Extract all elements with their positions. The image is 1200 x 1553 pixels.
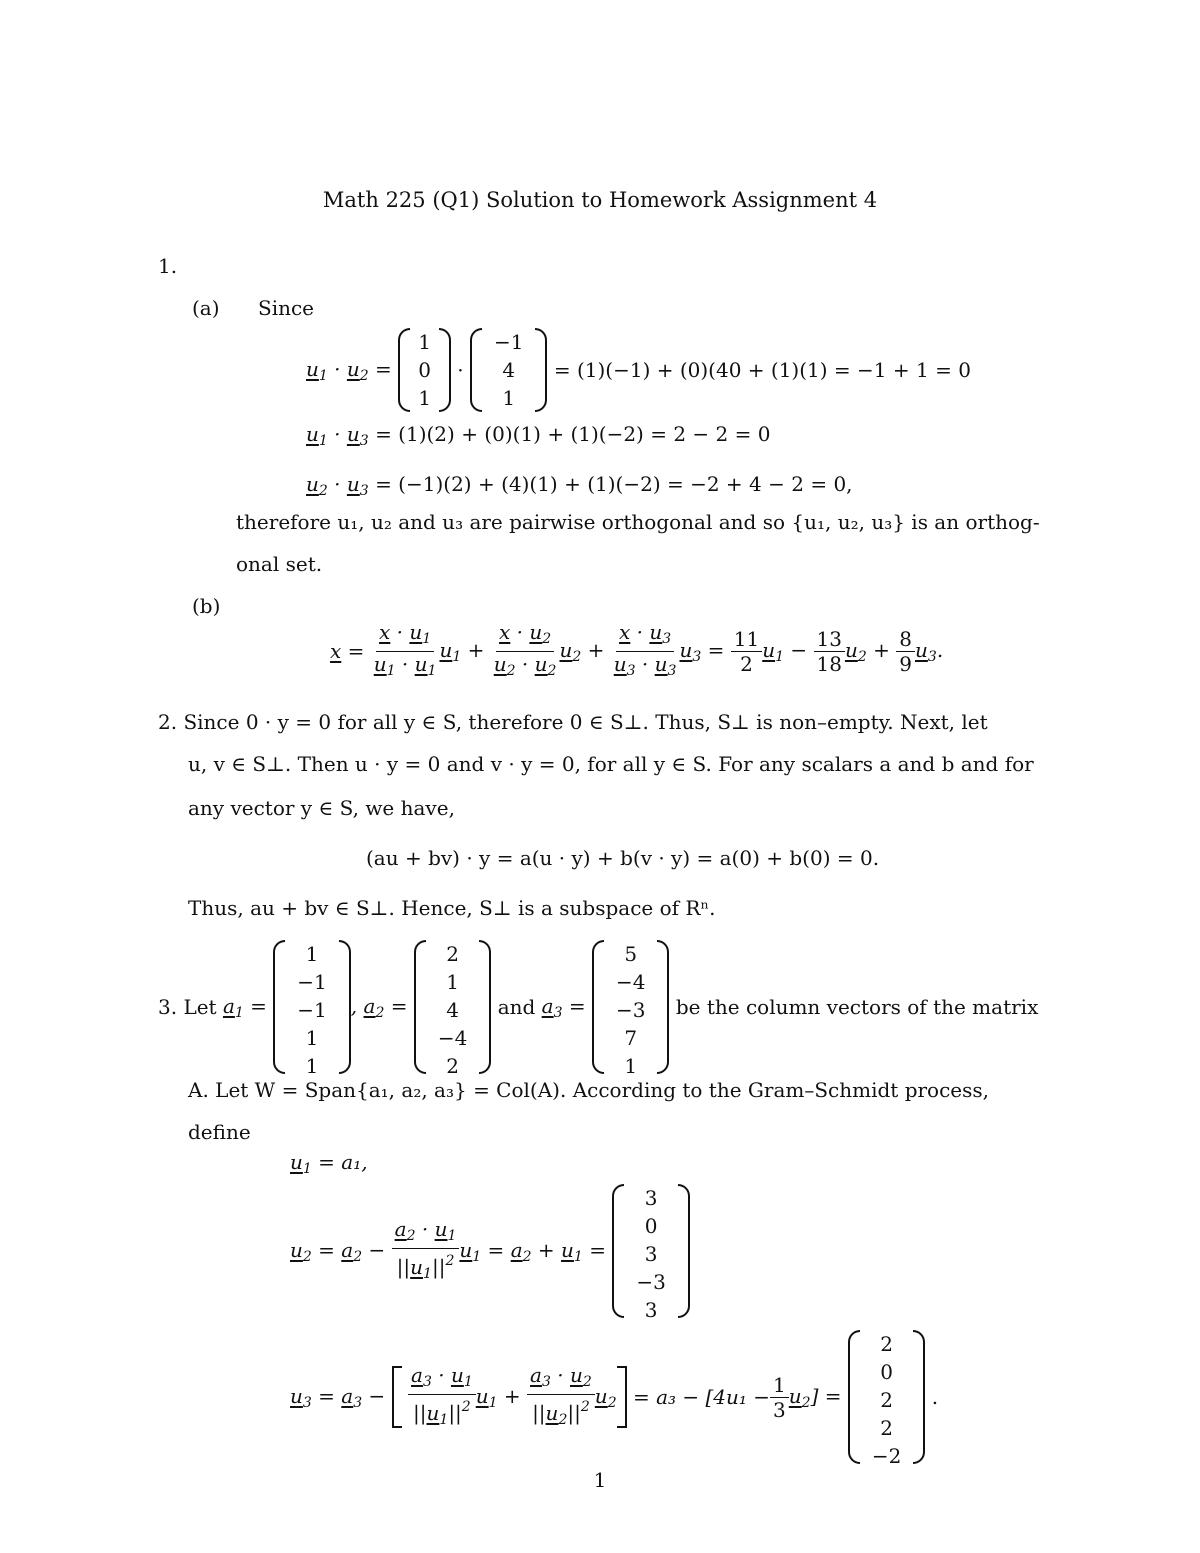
q3-let-line: 3. Let $a_1$ = 1 −1 −1 1 1 , $a_2$ = 2 1 4 −4 2 and $a_3$ = 5 −4 −3 7 1 be the column vectors of the matrix <box>158 942 1039 1078</box>
u3-result-vector: 2 0 2 2 −2 <box>848 1330 925 1464</box>
q1-conclusion-1: therefore u₁, u₂ and u₃ are pairwise orthogonal and so {u₁, u₂, u₃} is an orthog- <box>236 510 1040 534</box>
proj-fraction-1: $\frac{x \cdot u_1}{u_1 \cdot u_1}$ <box>373 619 437 679</box>
u2-vector <box>470 328 547 412</box>
q2-display-equation: (au + bv) · y = a(u · y) + b(v · y) = a(0) + b(0) = 0. <box>366 846 880 870</box>
q2-line4: Thus, au + bv ∈ S⊥. Hence, S⊥ is a subspace of Rⁿ. <box>188 896 716 920</box>
q1b-expansion: x = $\frac{x \cdot u_1}{u_1 \cdot u_1}$ $u_1$ + $\frac{x \cdot u_2}{u_2 \cdot u_2}$ $u_2$ + $\frac{x \cdot u_3}{u_3 \cdot u_3}$ $u_3$ = $\frac{11}{2}$ $u_1$ − $\frac{13}{18}$ $u_2$ + $\frac{8}{9}$ $u_3$. <box>330 620 943 682</box>
q1a-label: (a) <box>192 296 220 320</box>
page-title: Math 225 (Q1) Solution to Homework Assignment 4 <box>322 188 878 212</box>
u1-entry: 1 <box>418 386 431 410</box>
q3-line3: define <box>188 1120 251 1144</box>
q1-conclusion-2: onal set. <box>236 552 323 576</box>
eq2-rhs: = (1)(2) + (0)(1) + (1)(−2) = 2 − 2 = 0 <box>375 422 771 446</box>
q1-eq3: $u_2 \cdot u_3 = (-1)(2) + (4)(1) + (1)(-2) = -2 + 4 - 2 = 0$, <box>306 472 853 499</box>
q1a-since: Since <box>258 296 315 320</box>
q3-u2-definition: $u_2 = a_2$ − $\frac{a_2 \cdot u_1}{||u_1||^2}$ $u_1 = a_2 + u_1$ = 3 0 3 −3 3 <box>290 1182 690 1320</box>
coef-fraction-2: $\frac{13}{18}$ <box>814 627 845 676</box>
q3-u3-definition: $u_3 = a_3$ − $\frac{a_3 \cdot u_1}{||u_1||^2}$ $u_1$ + $\frac{a_3 \cdot u_2}{||u_2||^2}$ $u_2$ = a₃ − [4u₁ − $\frac{1}{3}$ $u_2$] = 2 0 2 2 −2 . <box>290 1332 939 1468</box>
u2-result-vector: 3 0 3 −3 3 <box>612 1184 689 1318</box>
page-number: 1 <box>593 1468 607 1492</box>
q1-eq1: $u_1 \cdot u_2$ = 1 0 1 · −1 4 1 = (1)(−1) + (0)(40 + (1)(1) = −1 + 1 = 0 <box>306 330 971 410</box>
eq3-rhs: = (−1)(2) + (4)(1) + (1)(−2) = −2 + 4 − 2 = 0, <box>375 472 853 496</box>
u1-entry: 1 <box>418 330 431 354</box>
q3-let: 3. Let <box>158 995 217 1019</box>
q2-line2: u, v ∈ S⊥. Then u · y = 0 and v · y = 0, for all y ∈ S. For any scalars a and b and for <box>188 752 1034 776</box>
u2-proj-fraction: $\frac{a_2 \cdot u_1}{||u_1||^2}$ <box>392 1217 460 1286</box>
a3-vector: 5 −4 −3 7 1 <box>592 940 669 1074</box>
u2-entry: 4 <box>502 358 516 382</box>
a1-vector: 1 −1 −1 1 1 <box>273 940 350 1074</box>
a2-vector: 2 1 4 −4 2 <box>414 940 491 1074</box>
q3-line2: A. Let W = Span{a₁, a₂, a₃} = Col(A). According to the Gram–Schmidt process, <box>188 1078 990 1102</box>
proj-fraction-2: $\frac{x \cdot u_2}{u_2 \cdot u_2}$ <box>493 619 557 679</box>
q3-tail: be the column vectors of the matrix <box>675 995 1039 1019</box>
u3-proj-fraction-1: $\frac{a_3 \cdot u_1}{||u_1||^2}$ <box>408 1363 476 1432</box>
q2-line1: 2. Since 0 · y = 0 for all y ∈ S, therefore 0 ∈ S⊥. Thus, S⊥ is non–empty. Next, let <box>158 710 988 734</box>
u1-entry: 0 <box>418 358 431 382</box>
coef-fraction-1: $\frac{11}{2}$ <box>731 627 762 676</box>
u3-proj-fraction-2: $\frac{a_3 \cdot u_2}{||u_2||^2}$ <box>527 1363 595 1432</box>
u3-mid: = a₃ − [4u₁ − <box>632 1385 771 1409</box>
q3-u1-definition: $u_1 = a_1$, <box>290 1150 368 1177</box>
u3-third-fraction: $\frac{1}{3}$ <box>770 1373 789 1422</box>
q1b-label: (b) <box>192 594 221 618</box>
u1-vector <box>398 328 451 412</box>
eq1-rhs: = (1)(−1) + (0)(40 + (1)(1) = −1 + 1 = 0 <box>553 358 971 382</box>
u2-entry: 1 <box>502 386 516 410</box>
q3-and: and <box>497 995 536 1019</box>
q1-eq2: $u_1 \cdot u_3 = (1)(2) + (0)(1) + (1)(-2) = 2 - 2 = 0$ <box>306 422 771 449</box>
q2-line3: any vector y ∈ S, we have, <box>188 796 455 820</box>
u2-entry: −1 <box>494 330 524 354</box>
q1-number: 1. <box>158 254 178 278</box>
coef-fraction-3: $\frac{8}{9}$ <box>896 627 915 676</box>
proj-fraction-3: $\frac{x \cdot u_3}{u_3 \cdot u_3}$ <box>613 619 677 679</box>
